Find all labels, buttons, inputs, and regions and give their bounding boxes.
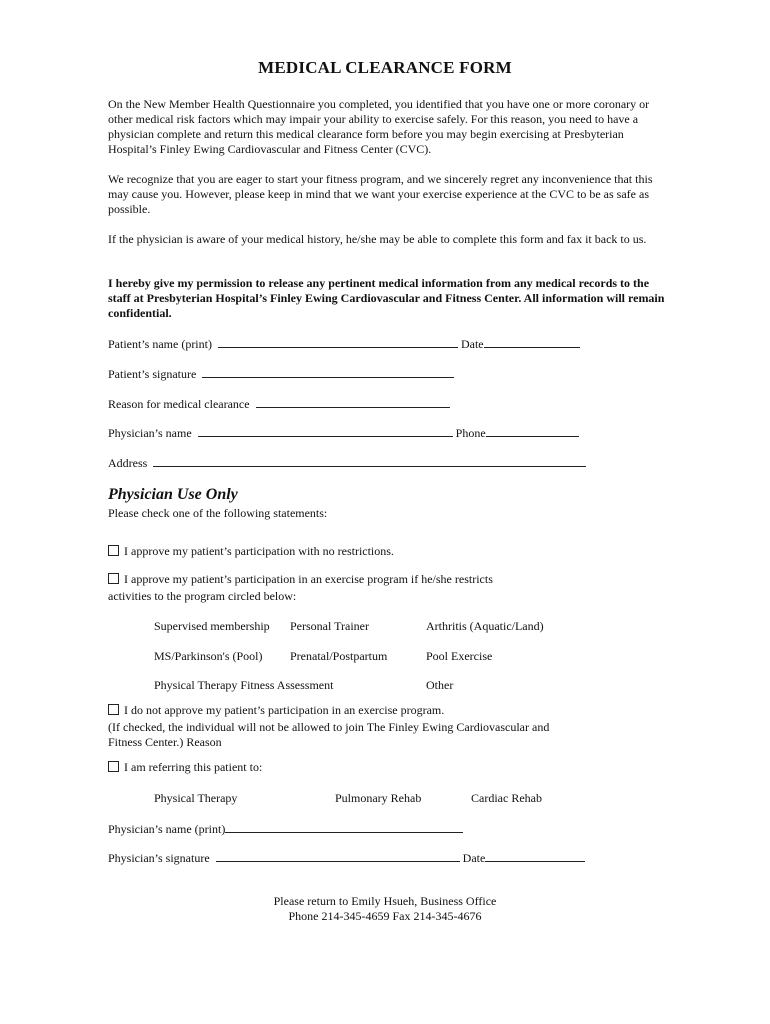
option-referring (108, 760, 262, 775)
program-supervised-membership[interactable]: Supervised membership (154, 619, 270, 633)
physician-date-input[interactable] (485, 850, 585, 862)
reason-label: Reason for medical clearance (108, 397, 250, 411)
form-title: MEDICAL CLEARANCE FORM (258, 58, 512, 77)
address-input[interactable] (153, 455, 586, 467)
check-instruction: Please check one of the following statements: (108, 506, 328, 520)
restricted-checkbox[interactable] (108, 573, 119, 584)
program-other[interactable]: Other (426, 678, 454, 692)
intro-paragraph-3: If the physician is aware of your medical history, he/she may be able to complete this form and fax it back to us. (108, 232, 647, 246)
physician-name-print-label: Physician’s name (print) (108, 822, 226, 836)
no-restrictions-checkbox[interactable] (108, 545, 119, 556)
physician-name-print-input[interactable] (225, 821, 463, 833)
patient-signature-row (108, 366, 454, 382)
option-no-restrictions-label: I approve my patient’s participation with no restrictions. (124, 544, 394, 558)
physician-use-heading: Physician Use Only (108, 486, 238, 503)
option-referring-label: I am referring this patient to: (124, 760, 263, 774)
intro-paragraph-2: We recognize that you are eager to start your fitness program, and we sincerely regret any inconvenience that this may cause you. However, please keep in mind that we want your exercise experience at the CVC to be as safe as possible. (108, 172, 653, 216)
referring-checkbox[interactable] (108, 761, 119, 772)
referral-cardiac-rehab[interactable]: Cardiac Rehab (471, 791, 542, 805)
physician-name-row (108, 425, 579, 441)
option-no-restrictions (108, 544, 394, 559)
referral-physical-therapy[interactable]: Physical Therapy (154, 791, 238, 805)
patient-name-row (108, 336, 580, 352)
address-label: Address (108, 456, 148, 470)
phone-input[interactable] (486, 425, 579, 437)
address-row (108, 455, 586, 471)
date-input[interactable] (484, 336, 580, 348)
physician-name-label: Physician’s name (108, 426, 192, 440)
intro-paragraph-1: On the New Member Health Questionnaire you completed, you identified that you have one or more coronary or other medical risk factors which may impair your ability to exercise safely. For this reason, you need to have a physician complete and return this medical clearance form before you may begin exercising at Presbyterian Hospital’s Finley Ewing Cardiovascular and Fitness Center (CVC). (108, 97, 650, 156)
physician-name-print-row (108, 821, 463, 837)
not-approve-checkbox[interactable] (108, 704, 119, 715)
patient-name-label: Patient’s name (print) (108, 337, 212, 351)
option-restricted-line2: activities to the program circled below: (108, 589, 297, 603)
option-restricted-label: I approve my patient’s participation in an exercise program if he/she restricts (124, 572, 493, 586)
physician-signature-label: Physician’s signature (108, 851, 210, 865)
option-not-approve (108, 703, 444, 718)
reason-row (108, 396, 450, 412)
option-not-approve-label: I do not approve my patient’s participation in an exercise program. (124, 703, 445, 717)
program-arthritis[interactable]: Arthritis (Aquatic/Land) (426, 619, 544, 633)
phone-label: Phone (455, 426, 486, 440)
patient-signature-input[interactable] (202, 366, 454, 378)
program-pool-exercise[interactable]: Pool Exercise (426, 649, 493, 663)
physician-signature-row (108, 850, 585, 866)
option-not-approve-line2: (If checked, the individual will not be allowed to join The Finley Ewing Cardiovascular and (108, 720, 550, 734)
referral-pulmonary-rehab[interactable]: Pulmonary Rehab (335, 791, 422, 805)
reason-input[interactable] (256, 396, 450, 408)
patient-signature-label: Patient’s signature (108, 367, 197, 381)
footer-phone-fax: Phone 214-345-4659 Fax 214-345-4676 (288, 909, 482, 923)
program-prenatal[interactable]: Prenatal/Postpartum (290, 649, 388, 663)
date-label: Date (460, 337, 484, 351)
option-not-approve-line3: Fitness Center.) Reason (108, 735, 222, 749)
option-restricted (108, 572, 493, 587)
footer-return-to: Please return to Emily Hsueh, Business Office (273, 894, 497, 908)
physician-name-input[interactable] (198, 425, 453, 437)
permission-statement: I hereby give my permission to release any pertinent medical information from any medical records to the staff at Presbyterian Hospital’s Finley Ewing Cardiovascular and Fitness Center. All information will remain confidential. (108, 276, 665, 320)
physician-date-label: Date (462, 851, 486, 865)
program-ms-parkinsons[interactable]: MS/Parkinson's (Pool) (154, 649, 263, 663)
program-pt-fitness-assessment[interactable]: Physical Therapy Fitness Assessment (154, 678, 334, 692)
patient-name-input[interactable] (218, 336, 458, 348)
physician-signature-input[interactable] (216, 850, 460, 862)
program-personal-trainer[interactable]: Personal Trainer (290, 619, 369, 633)
